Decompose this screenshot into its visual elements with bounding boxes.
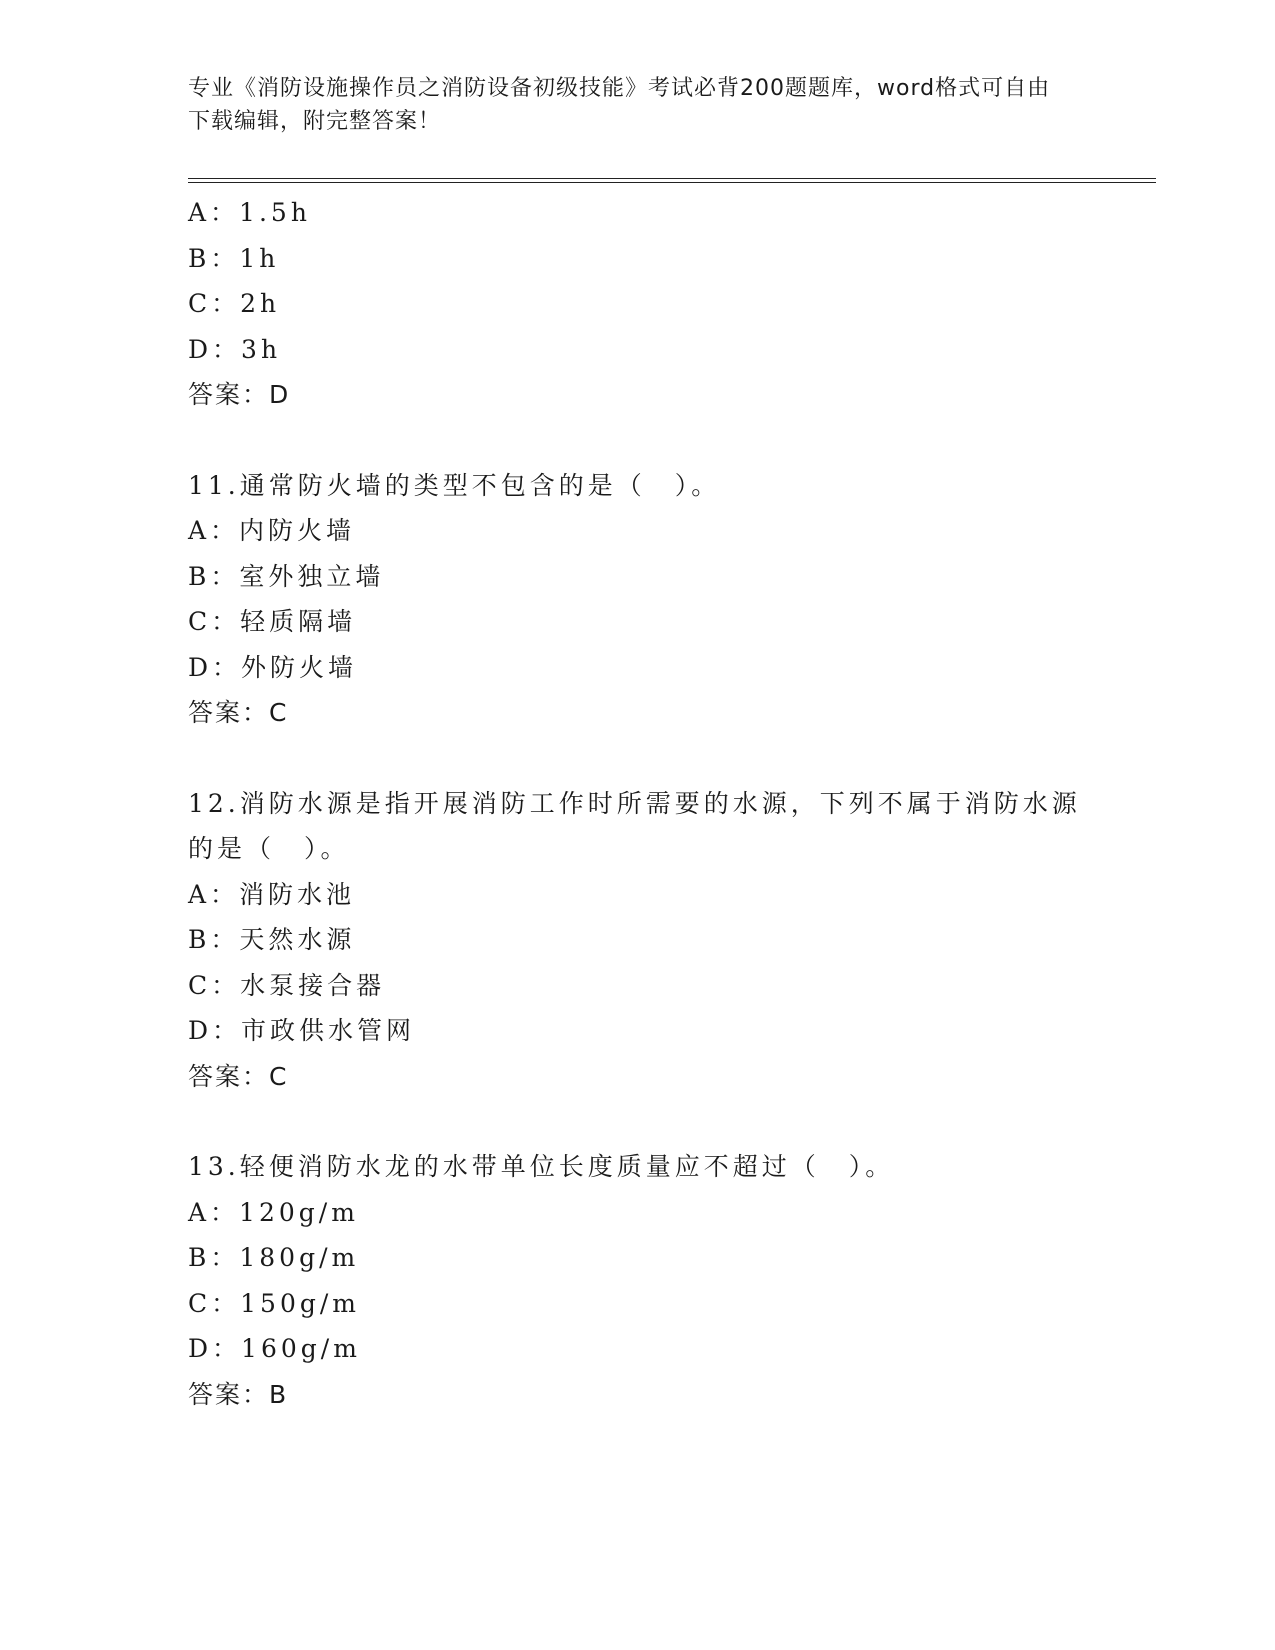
option-c: C：轻质隔墙	[188, 607, 357, 636]
document-header: 专业《消防设施操作员之消防设备初级技能》考试必背200题题库，word格式可自由下载编辑，附完整答案！	[188, 76, 1051, 134]
header-divider-bottom	[188, 182, 1156, 183]
spacer	[188, 418, 1088, 463]
answer-line: 答案：C	[188, 1061, 289, 1091]
option-d: D：外防火墙	[188, 652, 358, 682]
option-b: B：室外独立墙	[188, 561, 385, 591]
question-block-13	[188, 1144, 1088, 1417]
answer-line: 答案：C	[188, 698, 289, 727]
option-d: D：市政供水管网	[188, 1016, 416, 1045]
option-a: A：1.5h	[188, 198, 311, 227]
answer-line: 答案：B	[188, 1379, 289, 1409]
option-a: A：消防水池	[188, 879, 356, 909]
question-list	[188, 190, 1088, 1417]
question-block-12	[188, 781, 1088, 1100]
option-a: A：内防火墙	[188, 516, 356, 545]
option-d: D：160g/m	[188, 1334, 361, 1363]
option-b: B：180g/m	[188, 1243, 360, 1272]
option-c: C：水泵接合器	[188, 970, 386, 1000]
option-b: B：天然水源	[188, 925, 356, 954]
option-d: D：3h	[188, 334, 282, 364]
option-c: C：150g/m	[188, 1288, 360, 1318]
spacer	[188, 736, 1088, 781]
option-c: C：2h	[188, 289, 281, 318]
answer-line: 答案：D	[188, 380, 291, 409]
spacer	[188, 1099, 1088, 1144]
question-block-11	[188, 463, 1088, 736]
option-a: A：120g/m	[188, 1197, 359, 1227]
question-text: 12.消防水源是指开展消防工作时所需要的水源，下列不属于消防水源的是（ ）。	[188, 788, 1081, 863]
question-text: 13.轻便消防水龙的水带单位长度质量应不超过（ ）。	[188, 1152, 895, 1181]
question-text: 11.通常防火墙的类型不包含的是（ ）。	[188, 470, 721, 500]
option-b: B：1h	[188, 243, 280, 273]
question-block-partial	[188, 190, 1088, 418]
header-divider-top	[188, 178, 1156, 179]
